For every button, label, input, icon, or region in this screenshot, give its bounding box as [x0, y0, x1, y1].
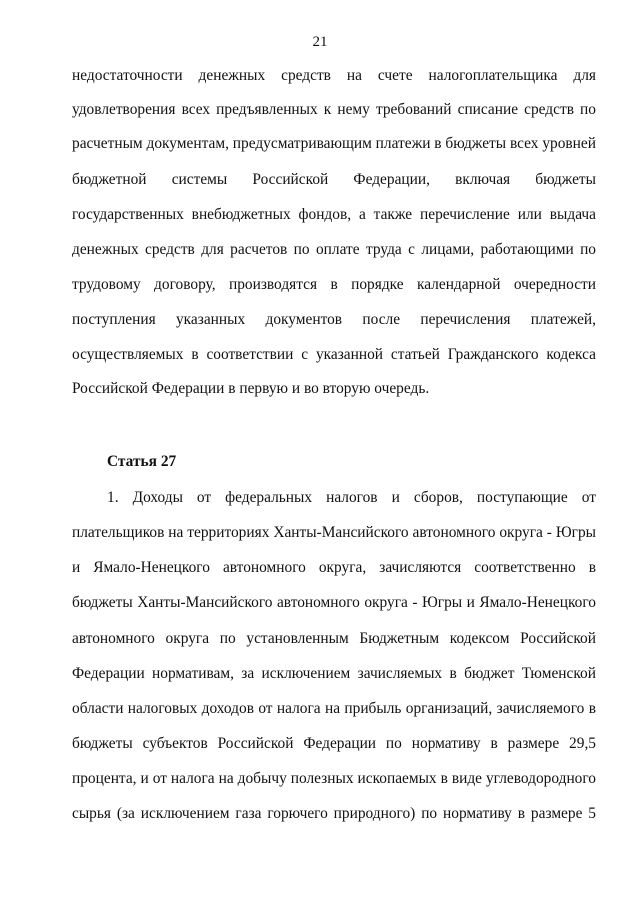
text-line: осуществляемых в соответствии с указанной статьей Гражданского кодекса: [72, 346, 596, 363]
text-line: бюджеты субъектов Российской Федерации по нормативу в размере 29,5: [72, 735, 596, 752]
text-line: бюджетной системы Российской Федерации, включая бюджеты: [72, 171, 596, 188]
text-line: Российской Федерации в первую и во вторую очередь.: [72, 380, 430, 397]
text-line: бюджеты Ханты-Мансийского автономного округа - Югры и Ямало-Ненецкого: [72, 594, 596, 611]
text-line: удовлетворения всех предъявленных к нему требований списание средств по: [72, 101, 596, 118]
text-line: Федерации нормативам, за исключением зачисляемых в бюджет Тюменской: [72, 665, 596, 682]
text-line: области налоговых доходов от налога на прибыль организаций, зачисляемого в: [72, 700, 596, 717]
text-line: поступления указанных документов после перечисления платежей,: [72, 311, 596, 328]
text-line: плательщиков на территориях Ханты-Мансийского автономного округа - Югры: [72, 524, 596, 541]
text-line: денежных средств для расчетов по оплате труда с лицами, работающими по: [72, 241, 596, 258]
text-line: недостаточности денежных средств на счете налогоплательщика для: [72, 67, 596, 84]
article-heading: Статья 27: [107, 453, 177, 470]
text-line: государственных внебюджетных фондов, а также перечисление или выдача: [72, 206, 596, 223]
text-line: расчетным документам, предусматривающим платежи в бюджеты всех уровней: [72, 135, 596, 152]
text-line: трудовому договору, производятся в порядке календарной очередности: [72, 276, 596, 293]
text-line: сырья (за исключением газа горючего природного) по нормативу в размере 5: [72, 805, 596, 822]
page-number: 21: [312, 34, 328, 50]
text-line: автономного округа по установленным Бюджетным кодексом Российской: [72, 630, 596, 647]
text-line: процента, и от налога на добычу полезных ископаемых в виде углеводородного: [72, 770, 596, 787]
text-line: и Ямало-Ненецкого автономного округа, зачисляются соответственно в: [72, 559, 596, 576]
text-line: 1. Доходы от федеральных налогов и сборов, поступающие от: [107, 489, 596, 506]
